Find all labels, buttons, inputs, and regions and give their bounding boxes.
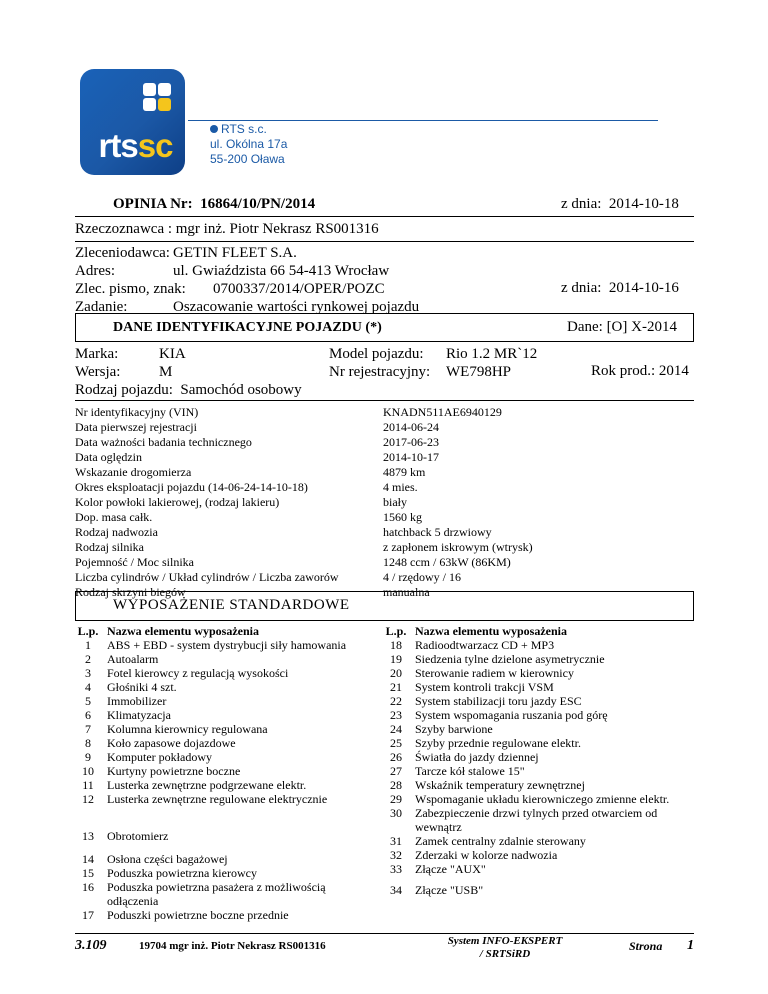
equipment-name: Immobilizer (107, 694, 167, 708)
equipment-no: 3 (85, 666, 91, 680)
equipment-no: 27 (390, 764, 402, 778)
equipment-no: 21 (390, 680, 402, 694)
equipment-no: 9 (85, 750, 91, 764)
divider (75, 216, 694, 217)
detail-label: Dop. masa całk. (75, 510, 153, 524)
equipment-name: Lusterka zewnętrzne regulowane elektrycznie (107, 792, 328, 806)
equipment-row (383, 666, 685, 680)
equipment-row (383, 848, 685, 862)
detail-label: Wskazanie drogomierza (75, 465, 192, 479)
footer-divider (75, 933, 694, 934)
divider (75, 400, 694, 401)
equipment-name: Radioodtwarzacz CD + MP3 (415, 638, 555, 652)
equipment-row (75, 750, 375, 764)
company-city: 55-200 Oława (210, 152, 285, 166)
equipment-no: 11 (82, 778, 94, 792)
equipment-name: Obrotomierz (107, 829, 169, 843)
equipment-name: Kurtyny powietrzne boczne (107, 764, 241, 778)
address-value: ul. Gwiaździsta 66 54-413 Wrocław (173, 263, 390, 279)
equipment-row (383, 764, 685, 778)
equipment-row (75, 764, 375, 778)
detail-value: KNADN511AE6940129 (383, 405, 502, 419)
opinion-label: OPINIA Nr: (113, 196, 193, 212)
equipment-row (383, 736, 685, 750)
detail-value: biały (383, 495, 407, 509)
col-lp: L.p. (385, 624, 407, 638)
equipment-row (383, 680, 685, 694)
logo-text-a: rts (98, 127, 138, 164)
equipment-row (383, 834, 685, 848)
equipment-no: 31 (390, 834, 402, 848)
details-values (383, 405, 683, 600)
type-value: Samochód osobowy (180, 382, 302, 398)
company-logo (80, 69, 185, 175)
equipment-no: 18 (390, 638, 402, 652)
equipment-row (75, 778, 375, 792)
production-year: Rok prod.: 2014 (591, 363, 689, 379)
order-value: 0700337/2014/OPER/POZC (213, 281, 385, 297)
col-lp: L.p. (77, 624, 99, 638)
company-divider (188, 120, 658, 121)
footer-version: 3.109 (75, 938, 107, 953)
equipment-no: 19 (390, 652, 402, 666)
equipment-row (75, 694, 375, 708)
equipment-row (75, 708, 375, 722)
company-address (210, 122, 287, 167)
detail-value: 4 / rzędowy / 16 (383, 570, 461, 584)
equipment-row (383, 694, 685, 708)
detail-value: manualna (383, 585, 430, 599)
reg-value: WE798HP (446, 364, 511, 380)
equipment-name: Poduszki powietrzne boczne przednie (107, 908, 289, 922)
equipment-name: Światła do jazdy dziennej (415, 750, 539, 764)
equipment-no: 2 (85, 652, 91, 666)
equipment-name: Złącze "USB" (415, 883, 484, 897)
detail-value: 1560 kg (383, 510, 422, 524)
details-labels (75, 405, 365, 600)
equipment-no: 10 (82, 764, 94, 778)
detail-value: hatchback 5 drzwiowy (383, 525, 492, 539)
equipment-no: 23 (390, 708, 402, 722)
detail-label: Rodzaj nadwozia (75, 525, 158, 539)
model-value: Rio 1.2 MR`12 (446, 346, 538, 362)
equipment-no: 32 (390, 848, 402, 862)
equipment-row (383, 806, 685, 834)
equipment-no: 15 (82, 866, 94, 880)
make-value: KIA (159, 346, 186, 362)
equipment-row (383, 708, 685, 722)
equipment-row (75, 866, 375, 880)
divider (75, 241, 694, 242)
opinion-date (561, 196, 679, 213)
detail-label: Liczba cylindrów / Układ cylindrów / Liczba zaworów (75, 570, 339, 584)
opinion-date-value: 2014-10-18 (608, 196, 679, 212)
company-street: ul. Okólna 17a (210, 137, 288, 151)
equipment-name: ABS + EBD - system dystrybucji siły hamowania (107, 638, 347, 652)
footer-page-number: 1 (687, 938, 694, 953)
equipment-no: 29 (390, 792, 402, 806)
vehicle-left (75, 345, 302, 399)
vehicle-right (329, 345, 537, 381)
type-label: Rodzaj pojazdu: (75, 382, 173, 398)
order-label: Zlec. pismo, znak: (75, 281, 186, 297)
equipment-no: 20 (390, 666, 402, 680)
order-date (561, 280, 679, 297)
equipment-title: WYPOSAŻENIE STANDARDOWE (113, 597, 350, 613)
equipment-no: 24 (390, 722, 402, 736)
equipment-row (383, 722, 685, 736)
detail-label: Data oględzin (75, 450, 142, 464)
equipment-row (75, 680, 375, 694)
equipment-name: Szyby barwione (415, 722, 493, 736)
opinion-number (113, 196, 315, 213)
equipment-row (75, 638, 375, 652)
equipment-row (75, 722, 375, 736)
equipment-no: 22 (390, 694, 402, 708)
equipment-table-right (383, 624, 685, 897)
equipment-name: Koło zapasowe dojazdowe (107, 736, 236, 750)
equipment-row (75, 736, 375, 750)
footer-system-line1: System INFO-EKSPERT (447, 935, 563, 947)
appraiser: Rzeczoznawca : mgr inż. Piotr Nekrasz RS001316 (75, 221, 379, 237)
footer-system-line2: / SRTSiRD (479, 948, 531, 960)
equipment-name: Osłona części bagażowej (107, 852, 228, 866)
equipment-row (75, 792, 375, 806)
equipment-name: System wspomagania ruszania pod górę (415, 708, 608, 722)
equipment-row (383, 876, 685, 897)
equipment-no: 28 (390, 778, 402, 792)
task-value: Oszacowanie wartości rynkowej pojazdu (173, 299, 420, 315)
equipment-row (383, 792, 685, 806)
detail-value: 4 mies. (383, 480, 418, 494)
equipment-name: Poduszka powietrzna kierowcy (107, 866, 257, 880)
detail-value: 1248 ccm / 63kW (86KM) (383, 555, 511, 569)
client-label: Zleceniodawca: (75, 245, 170, 261)
equipment-name: Wskaźnik temperatury zewnętrznej (415, 778, 585, 792)
detail-value: 4879 km (383, 465, 426, 479)
equipment-name: System stabilizacji toru jazdy ESC (415, 694, 582, 708)
vehicle-section-title: DANE IDENTYFIKACYJNE POJAZDU (*) (113, 320, 382, 335)
equipment-name: Zabezpieczenie drzwi tylnych przed otwarciem od wewnątrz (415, 806, 658, 834)
equipment-no: 34 (390, 883, 402, 897)
col-name: Nazwa elementu wyposażenia (415, 624, 567, 638)
client-value: GETIN FLEET S.A. (173, 245, 297, 261)
model-label: Model pojazdu: (329, 346, 424, 362)
equipment-no: 12 (82, 792, 94, 806)
opinion-value: 16864/10/PN/2014 (200, 196, 316, 212)
logo-square-icon (143, 83, 156, 96)
equipment-name: Głośniki 4 szt. (107, 680, 177, 694)
equipment-name: Kolumna kierownicy regulowana (107, 722, 268, 736)
equipment-no: 14 (82, 852, 94, 866)
detail-value: 2014-06-24 (383, 420, 439, 434)
equipment-no: 17 (82, 908, 94, 922)
detail-label: Pojemność / Moc silnika (75, 555, 194, 569)
equipment-name: Wspomaganie układu kierowniczego zmienne elektr. (415, 792, 670, 806)
detail-label: Rodzaj silnika (75, 540, 144, 554)
detail-label: Kolor powłoki lakierowej, (rodzaj lakieru) (75, 495, 280, 509)
bullet-icon (210, 125, 218, 133)
equipment-no: 5 (85, 694, 91, 708)
equipment-name: Autoalarm (107, 652, 159, 666)
detail-label: Nr identyfikacyjny (VIN) (75, 405, 199, 419)
detail-value: 2014-10-17 (383, 450, 439, 464)
equipment-name: Lusterka zewnętrzne podgrzewane elektr. (107, 778, 307, 792)
opinion-date-label: z dnia: (561, 196, 602, 212)
equipment-row (383, 638, 685, 652)
client-block (75, 244, 419, 316)
equipment-row (383, 862, 685, 876)
version-value: M (159, 364, 173, 380)
equipment-name: Złącze "AUX" (415, 862, 486, 876)
equipment-row (383, 652, 685, 666)
equipment-name: Poduszka powietrzna pasażera z możliwością odłączenia (107, 880, 326, 908)
order-date-label: z dnia: (561, 280, 602, 296)
equipment-row (75, 908, 375, 922)
equipment-no: 6 (85, 708, 91, 722)
detail-label: Data pierwszej rejestracji (75, 420, 197, 434)
equipment-no: 1 (85, 638, 91, 652)
equipment-no: 26 (390, 750, 402, 764)
equipment-row (75, 880, 375, 908)
equipment-no: 4 (85, 680, 91, 694)
detail-value: 2017-06-23 (383, 435, 439, 449)
equipment-name: Klimatyzacja (107, 708, 171, 722)
logo-text-b: sc (137, 127, 173, 164)
task-label: Zadanie: (75, 299, 128, 315)
equipment-row (383, 778, 685, 792)
equipment-row (75, 652, 375, 666)
footer-page-label: Strona (629, 939, 663, 953)
equipment-name: Szyby przednie regulowane elektr. (415, 736, 581, 750)
equipment-no: 33 (390, 862, 402, 876)
address-label: Adres: (75, 263, 115, 279)
equipment-name: Siedzenia tylne dzielone asymetrycznie (415, 652, 605, 666)
version-label: Wersja: (75, 364, 121, 380)
equipment-name: Sterowanie radiem w kierownicy (415, 666, 574, 680)
equipment-name: Zamek centralny zdalnie sterowany (415, 834, 586, 848)
equipment-no: 7 (85, 722, 91, 736)
logo-square-icon (143, 98, 156, 111)
make-label: Marka: (75, 346, 119, 362)
equipment-name: Komputer pokładowy (107, 750, 212, 764)
reg-label: Nr rejestracyjny: (329, 364, 431, 380)
data-note: Dane: [O] X-2014 (567, 319, 677, 335)
detail-label: Rodzaj skrzyni biegów (75, 585, 186, 599)
order-date-value: 2014-10-16 (608, 280, 679, 296)
col-name: Nazwa elementu wyposażenia (107, 624, 259, 638)
equipment-name: Fotel kierowcy z regulacją wysokości (107, 666, 289, 680)
equipment-table-left (75, 624, 375, 922)
detail-label: Okres eksploatacji pojazdu (14-06-24-14-10-18) (75, 480, 308, 494)
equipment-no: 30 (390, 806, 402, 820)
equipment-name: Tarcze kół stalowe 15" (415, 764, 525, 778)
equipment-no: 13 (82, 829, 94, 843)
equipment-name: System kontroli trakcji VSM (415, 680, 554, 694)
equipment-no: 25 (390, 736, 402, 750)
equipment-name: Zderzaki w kolorze nadwozia (415, 848, 558, 862)
detail-label: Data ważności badania technicznego (75, 435, 252, 449)
equipment-no: 8 (85, 736, 91, 750)
footer-system (440, 935, 570, 961)
company-name: RTS s.c. (221, 122, 267, 136)
logo-square-icon (158, 83, 171, 96)
logo-square-icon (158, 98, 171, 111)
equipment-row (383, 750, 685, 764)
detail-value: z zapłonem iskrowym (wtrysk) (383, 540, 533, 554)
equipment-row (75, 843, 375, 866)
footer-author: 19704 mgr inż. Piotr Nekrasz RS001316 (139, 940, 326, 952)
logo-text (88, 127, 183, 165)
equipment-row (75, 806, 375, 843)
equipment-no: 16 (82, 880, 94, 894)
equipment-row (75, 666, 375, 680)
